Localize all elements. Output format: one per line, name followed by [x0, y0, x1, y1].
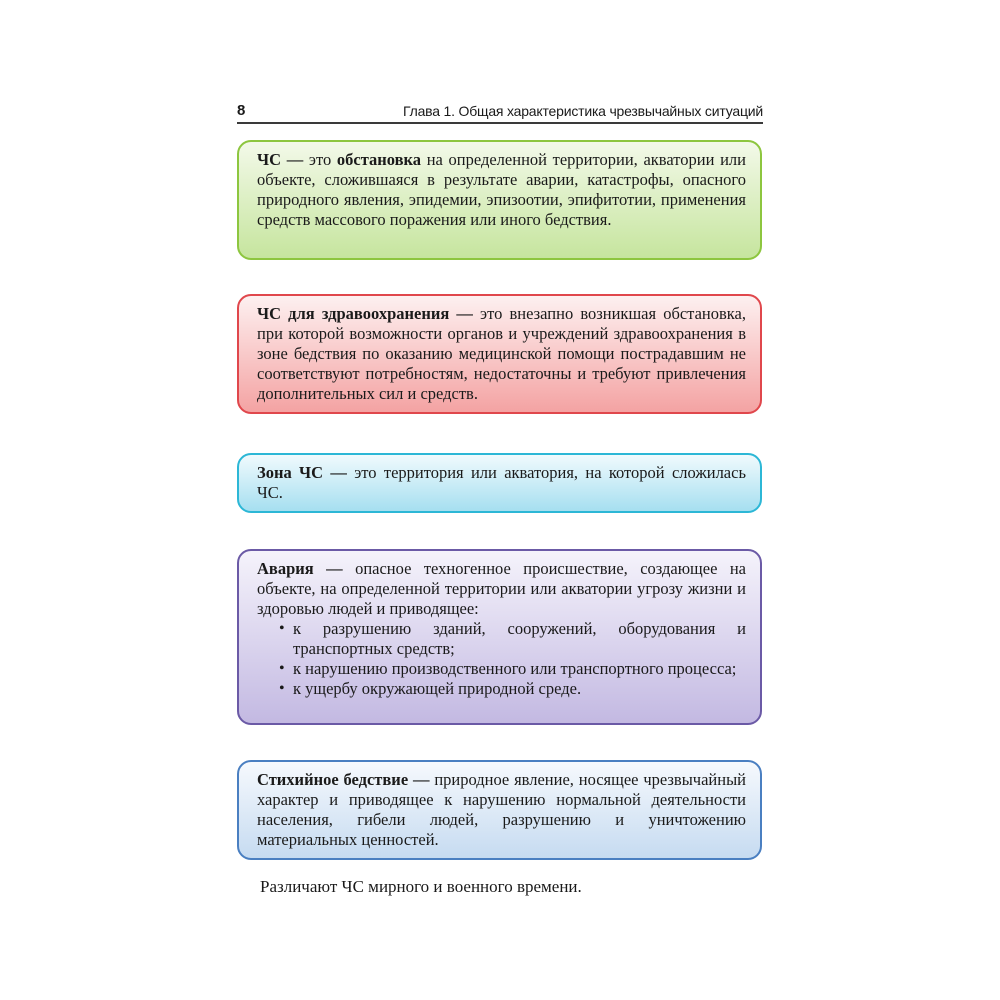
list-item-text: к нарушению производственного или транспортного процесса;	[293, 659, 737, 678]
term-disaster: Стихийное бедствие —	[257, 770, 435, 789]
term-zone: Зона ЧС —	[257, 463, 355, 482]
list-item	[279, 659, 746, 679]
bullet-icon: •	[279, 660, 285, 677]
definition-box-health	[237, 294, 762, 414]
closing-paragraph: Различают ЧС мирного и военного времени.	[260, 877, 582, 896]
definition-box-accident	[237, 549, 762, 725]
definition-text-accident: опасное техногенное происшествие, создающее на объекте, на определенной территории или акватории угрозу жизни и здоровью людей и приводящее:	[257, 559, 746, 618]
bullet-icon: •	[279, 620, 285, 637]
term-accident: Авария —	[257, 559, 356, 578]
definition-box-zone	[237, 453, 762, 513]
accident-bullet-list	[257, 619, 746, 699]
term-situation: обстановка	[336, 150, 422, 169]
list-item-text: к разрушению зданий, сооружений, оборудования и транспортных средств;	[293, 619, 746, 658]
term-health: ЧС для здравоохранения —	[257, 304, 481, 323]
definition-text-health: это внезапно возникшая обстановка, при которой возможности органов и учреждений здравоохранения в зоне бедствия по оказанию медицинской помощи пострадавшим не соответствуют потребностям, недостаточны и требуют привлечения дополнительных сил и средств.	[257, 304, 746, 403]
list-item	[279, 679, 746, 699]
definition-connector: это	[308, 150, 337, 169]
accident-intro	[257, 559, 746, 619]
page-header	[237, 100, 763, 124]
chapter-title: Глава 1. Общая характеристика чрезвычайных ситуаций	[403, 103, 763, 119]
bullet-icon: •	[279, 680, 285, 697]
definition-box-disaster	[237, 760, 762, 860]
list-item-text: к ущербу окружающей природной среде.	[293, 679, 582, 698]
list-item	[279, 619, 746, 659]
definition-text-zone: это территория или акватория, на которой сложилась ЧС.	[257, 463, 746, 502]
term-emergency: ЧС —	[257, 150, 309, 169]
page-number: 8	[237, 102, 246, 119]
definition-box-emergency	[237, 140, 762, 260]
definition-text-emergency: на определенной территории, акватории или объекте, сложившаяся в результате аварии, катастрофы, опасного природного явления, эпидемии, эпизоотии, эпифитотии, применения средств массового поражения или иного бедствия.	[257, 150, 746, 229]
definition-text-disaster: природное явление, носящее чрезвычайный характер и приводящее к нарушению нормальной деятельности населения, гибели людей, разрушению и уничтожению материальных ценностей.	[257, 770, 746, 849]
